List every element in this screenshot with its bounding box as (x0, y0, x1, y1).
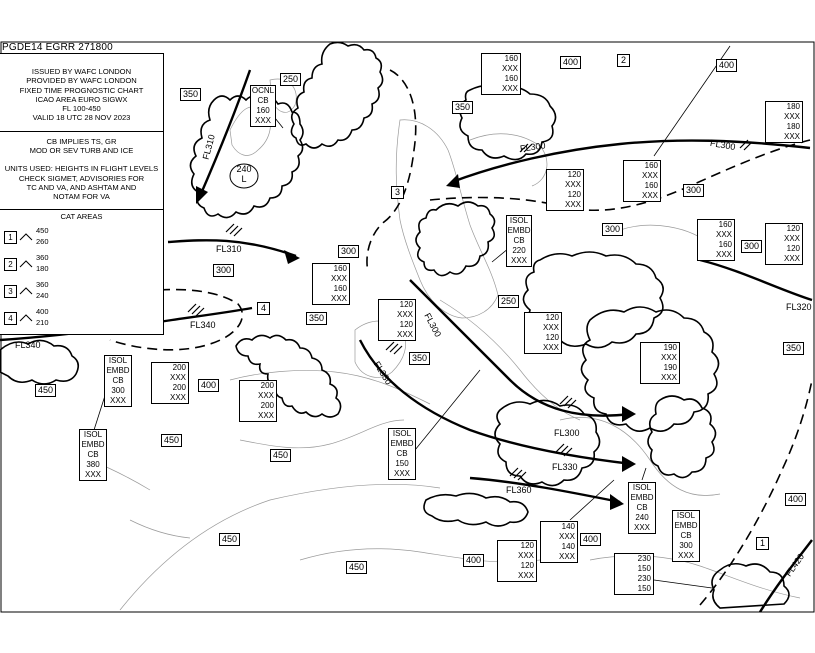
cb-line: 240 (635, 513, 649, 522)
cb-line: CB (87, 450, 99, 459)
turb-ice-box (239, 380, 277, 422)
cb-line: 300 (679, 541, 693, 550)
cb-area-france (416, 202, 495, 276)
tropopause-height: 250 (280, 73, 301, 86)
turb-top: 160 (718, 220, 732, 229)
cat-area-base: 180 (36, 264, 49, 273)
turb-ice-box (697, 219, 735, 261)
cat-area-marker: 3 (391, 186, 404, 199)
turb-top: 120 (567, 170, 581, 179)
cb-info-box (388, 428, 416, 480)
jet-arrowheads (196, 174, 636, 510)
tropopause-height: 400 (463, 554, 484, 567)
turb-base: XXX (396, 310, 413, 319)
turb-base: XXX (660, 353, 677, 362)
jet-label: FL300 (519, 140, 547, 154)
tropopause-height: 350 (783, 342, 804, 355)
tropopause-height: 400 (560, 56, 581, 69)
cat-area-base: 240 (36, 291, 49, 300)
jet-label: FL420 (783, 551, 807, 579)
cb-line: XXX (393, 469, 410, 478)
turb-top: 140 (561, 522, 575, 531)
jet-arrow-2 (284, 250, 300, 264)
tropopause-height: 450 (161, 434, 182, 447)
ice-top: 160 (644, 181, 658, 190)
jet-label: FL310 (200, 133, 217, 161)
tropopause-height: 450 (219, 533, 240, 546)
legend-units-line: NOTAM FOR VA (53, 192, 110, 202)
cb-line: 380 (86, 460, 100, 469)
ice-top: 160 (333, 284, 347, 293)
cb-line: 220 (512, 246, 526, 255)
cb-line: CB (257, 96, 269, 105)
ice-top: 200 (172, 383, 186, 392)
ice-top: 120 (545, 333, 559, 342)
turb-ice-box (524, 312, 562, 354)
cb-area-north-atlantic (291, 42, 382, 148)
ice-base: XXX (396, 330, 413, 339)
turb-top: 160 (504, 54, 518, 63)
ice-top: 120 (399, 320, 413, 329)
ice-top: 230 (637, 574, 651, 583)
cb-line: ISOL (676, 511, 696, 520)
tropopause-height: 400 (198, 379, 219, 392)
legend-issue-line: ISSUED BY WAFC LONDON (31, 67, 132, 76)
turb-base: XXX (783, 234, 800, 243)
cat-areas-title: CAT AREAS (60, 211, 103, 221)
jet-label: FL330 (371, 359, 394, 387)
cat-area-top: 360 (36, 280, 49, 289)
turb-top: 120 (545, 313, 559, 322)
cb-line: XXX (254, 116, 271, 125)
turb-base: 150 (637, 564, 651, 573)
tropopause-height: 300 (213, 264, 234, 277)
jet-label: FL340 (190, 320, 216, 330)
cat-area-top: 400 (36, 307, 49, 316)
jet-label: FL300 (709, 137, 737, 153)
legend-issue-line: FL 100-450 (62, 104, 101, 114)
turbulence-icon (19, 313, 33, 323)
cb-info-box (104, 355, 132, 407)
turb-base: XXX (783, 112, 800, 121)
ice-top: 190 (663, 363, 677, 372)
turb-base: XXX (715, 230, 732, 239)
tropopause-height: 300 (602, 223, 623, 236)
ice-base: XXX (641, 191, 658, 200)
cb-area-mediterranean (424, 493, 528, 526)
cb-line: CB (636, 503, 648, 512)
cb-line: XXX (109, 396, 126, 405)
barb-1 (226, 224, 242, 236)
legend-issue-line: PROVIDED BY WAFC LONDON (26, 76, 137, 86)
cat-area-marker: 1 (756, 537, 769, 550)
ice-base: XXX (783, 254, 800, 263)
cb-line: XXX (84, 470, 101, 479)
cat-area-number: 1 (4, 231, 17, 244)
jet-label: FL330 (552, 462, 578, 472)
cb-line: CB (513, 236, 525, 245)
turbulence-icon (19, 259, 33, 269)
tropopause-height: 450 (270, 449, 291, 462)
turb-base: XXX (257, 391, 274, 400)
ice-top: 120 (786, 244, 800, 253)
jet-fl360 (470, 478, 620, 502)
turb-ice-box (378, 299, 416, 341)
ice-base: 150 (637, 584, 651, 593)
jet-label: FL340 (15, 340, 41, 350)
low-centre-letter: L (241, 174, 247, 184)
cb-line: XXX (510, 256, 527, 265)
jet-label: FL360 (506, 485, 532, 495)
legend-units-line: UNITS USED: HEIGHTS IN FLIGHT LEVELS (4, 164, 159, 174)
jet-fl320 (700, 260, 812, 300)
cb-line: XXX (677, 551, 694, 560)
ice-base: XXX (660, 373, 677, 382)
legend-notes-block (0, 132, 163, 202)
jet-arrow-3 (446, 174, 460, 188)
ice-top: 160 (718, 240, 732, 249)
ice-base: XXX (558, 552, 575, 561)
turb-top: 190 (663, 343, 677, 352)
cat-boundary-3 (367, 70, 416, 272)
barb-3 (386, 342, 402, 354)
ice-top: 120 (520, 561, 534, 570)
turb-base: XXX (330, 274, 347, 283)
legend-units-line: CHECK SIGMET, ADVISORIES FOR (18, 173, 145, 183)
cb-line: EMBD (507, 226, 531, 235)
legend-note: MOD OR SEV TURB AND ICE (29, 146, 134, 156)
cb-info-box (628, 482, 656, 534)
cb-line: 150 (395, 459, 409, 468)
cb-line: OCNL (251, 86, 275, 95)
turb-base: XXX (641, 171, 658, 180)
turb-ice-box (623, 160, 661, 202)
turb-ice-box (151, 362, 189, 404)
cb-line: XXX (633, 523, 650, 532)
ice-base: XXX (330, 294, 347, 303)
tropopause-height: 350 (180, 88, 201, 101)
tropopause-height: 300 (741, 240, 762, 253)
ice-base: XXX (501, 84, 518, 93)
ice-top: 180 (786, 122, 800, 131)
tropopause-height: 350 (306, 312, 327, 325)
legend-units-line: TC AND VA, AND ASHTAM AND (26, 182, 137, 192)
cb-area-aegean (648, 396, 716, 478)
cb-info-box (79, 429, 107, 481)
cat-area-top: 450 (36, 226, 49, 235)
turb-ice-box (481, 53, 521, 95)
turb-base: XXX (517, 551, 534, 560)
turb-top: 120 (520, 541, 534, 550)
cat-area-marker: 2 (617, 54, 630, 67)
turb-ice-box (546, 169, 584, 211)
legend-note: CB IMPLIES TS, GR (46, 136, 117, 146)
turbulence-icon (19, 286, 33, 296)
turb-base: XXX (501, 64, 518, 73)
jet-arrow-5 (622, 456, 636, 472)
tropopause-height: 350 (452, 101, 473, 114)
jet-label: FL310 (216, 244, 242, 254)
cat-area-marker: 4 (257, 302, 270, 315)
cb-line: CB (396, 449, 408, 458)
turb-top: 200 (260, 381, 274, 390)
ice-base: XXX (564, 200, 581, 209)
turb-base: XXX (564, 180, 581, 189)
ice-base: XXX (542, 343, 559, 352)
ice-base: XXX (715, 250, 732, 259)
tropopause-height: 300 (338, 245, 359, 258)
cb-line: CB (680, 531, 692, 540)
tropopause-height: 400 (716, 59, 737, 72)
barb-8 (510, 468, 526, 480)
turb-top: 160 (644, 161, 658, 170)
turb-top: 230 (637, 554, 651, 563)
cb-line: ISOL (509, 216, 529, 225)
tropopause-height: 300 (683, 184, 704, 197)
ice-top: 160 (504, 74, 518, 83)
legend-issue-line: VALID 18 UTC 28 NOV 2023 (32, 113, 131, 123)
tropopause-height: 250 (498, 295, 519, 308)
tropopause-height: 350 (409, 352, 430, 365)
legend-panel (0, 53, 164, 335)
legend-issue-line: ICAO AREA EURO SIGWX (35, 94, 128, 104)
cat-area-number: 4 (4, 312, 17, 325)
cb-line: ISOL (392, 429, 412, 438)
cat-area-base: 260 (36, 237, 49, 246)
ice-top: 200 (260, 401, 274, 410)
jet-label: FL320 (786, 302, 812, 312)
cat-area-number: 3 (4, 285, 17, 298)
cb-line: CB (112, 376, 124, 385)
turb-ice-box (497, 540, 537, 582)
legend-issue-line: FIXED TIME PROGNOSTIC CHART (19, 85, 144, 95)
tropopause-height: 400 (580, 533, 601, 546)
turb-ice-box (540, 521, 578, 563)
cb-line: 300 (111, 386, 125, 395)
cb-info-box (672, 510, 700, 562)
low-centre-height: 240 (236, 164, 252, 174)
turb-ice-box (765, 101, 803, 143)
cb-line: ISOL (108, 356, 128, 365)
cb-line: ISOL (632, 483, 652, 492)
cat-area-base: 210 (36, 318, 49, 327)
barb-2 (188, 304, 204, 316)
ice-base: XXX (257, 411, 274, 420)
turbulence-icon (19, 232, 33, 242)
cb-line: EMBD (674, 521, 698, 530)
cb-line: EMBD (390, 439, 414, 448)
tropopause-height: 450 (346, 561, 367, 574)
ice-base: XXX (169, 393, 186, 402)
tropopause-height: 400 (785, 493, 806, 506)
turb-top: 200 (172, 363, 186, 372)
turb-ice-box (312, 263, 350, 305)
turb-top: 180 (786, 102, 800, 111)
ice-top: 140 (561, 542, 575, 551)
chart-header-code: PGDE14 EGRR 271800 (2, 42, 113, 53)
cb-line: ISOL (83, 430, 103, 439)
tropopause-height: 450 (35, 384, 56, 397)
legend-issue-block (0, 54, 163, 123)
cb-info-box (506, 215, 532, 267)
jet-label: FL300 (554, 428, 580, 438)
cat-area-top: 360 (36, 253, 49, 262)
cat-boundary-2 (430, 137, 810, 210)
turb-base: XXX (558, 532, 575, 541)
turb-base: XXX (169, 373, 186, 382)
turb-top: 120 (786, 224, 800, 233)
ice-base: XXX (517, 571, 534, 580)
ice-base: XXX (783, 132, 800, 141)
turb-ice-box (614, 553, 654, 595)
cb-line: 160 (256, 106, 270, 115)
cb-line: EMBD (81, 440, 105, 449)
turb-ice-box (640, 342, 680, 384)
cb-line: EMBD (630, 493, 654, 502)
turb-ice-box (765, 223, 803, 265)
cb-line: EMBD (106, 366, 130, 375)
jet-arrow-4 (622, 406, 636, 422)
jet-arrow-6 (610, 494, 624, 510)
low-centre-label (236, 164, 252, 184)
ice-top: 120 (567, 190, 581, 199)
cb-info-box (250, 85, 276, 127)
jet-label: FL300 (422, 311, 444, 339)
turb-top: 160 (333, 264, 347, 273)
cat-area-number: 2 (4, 258, 17, 271)
turb-top: 120 (399, 300, 413, 309)
turb-base: XXX (542, 323, 559, 332)
